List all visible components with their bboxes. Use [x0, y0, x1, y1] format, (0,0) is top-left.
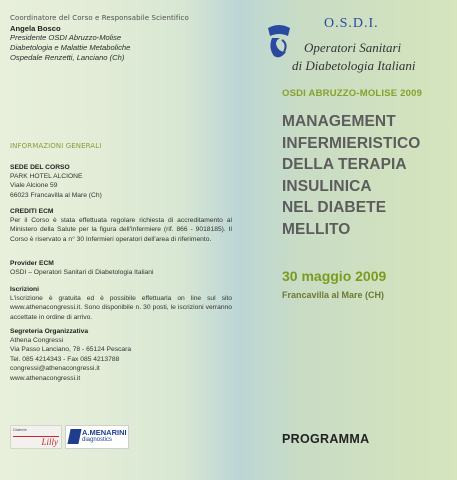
- sede-line: 66023 Francavilla al Mare (Ch): [10, 191, 102, 199]
- crediti-text: Per il Corso è stata effettuata regolare richiesta di accreditamento al Ministero della Salute per la figura dell'Infermiere (rif. 866 - 9018185). Il Corso è riservato a n° 30 Infermieri operatori dell'area di riferimento.: [10, 217, 232, 243]
- programma-label: PROGRAMMA: [282, 432, 370, 446]
- title-line: MANAGEMENT: [282, 113, 396, 130]
- provider-text: OSDI – Operatori Sanitari di Diabetologia Italiani: [10, 269, 154, 276]
- segreteria-line: Via Passo Lanciano, 78 - 65124 Pescara: [10, 346, 132, 354]
- iscrizioni-text: L'iscrizione è gratuita ed è possibile effettuarla on line sul sito www.athenacongressi.it. Sono disponibile n. 30 posti, le iscrizioni verranno accettate in ordine di arrivo.: [10, 295, 232, 321]
- segreteria-website: www.athenacongressi.it: [10, 374, 81, 382]
- osdi-emblem-icon: [264, 22, 294, 62]
- coordinator-title: Coordinatore del Corso e Responsabile Scientifico: [10, 14, 189, 22]
- provider-heading: Provider ECM: [10, 260, 54, 267]
- title-line: NEL DIABETE MELLITO: [282, 199, 387, 238]
- coordinator-name: Angela Bosco: [10, 24, 61, 33]
- sede-block: [10, 163, 232, 200]
- info-title: INFORMAZIONI GENERALI: [10, 142, 102, 150]
- segreteria-line: Athena Congressi: [10, 337, 64, 344]
- coordinator-line: Presidente OSDI Abruzzo-Molise: [10, 33, 122, 42]
- segreteria-line: Tel. 085 4214343 - Fax 085 4213788: [10, 355, 120, 363]
- menarini-logo: [65, 425, 129, 449]
- segreteria-email: congressi@athenacongressi.it: [10, 365, 100, 373]
- menarini-brand: A.MENARINI: [82, 428, 127, 437]
- segreteria-heading: Segreteria Organizzativa: [10, 328, 89, 335]
- title-line: DELLA TERAPIA: [282, 156, 407, 173]
- coordinator-line: Diabetologia e Malattie Metaboliche: [10, 43, 131, 52]
- lilly-top-text: Diabete: [13, 427, 27, 432]
- crediti-block: [10, 207, 232, 244]
- iscrizioni-block: [10, 285, 232, 322]
- osdi-name: O.S.D.I.: [324, 16, 379, 31]
- title-line: INSULINICA: [282, 177, 372, 195]
- sede-heading: SEDE DEL CORSO: [10, 164, 70, 171]
- crediti-heading: CREDITI ECM: [10, 208, 54, 215]
- region-label: OSDI ABRUZZO-MOLISE 2009: [282, 88, 423, 99]
- lilly-brand: Lilly: [41, 437, 58, 447]
- course-title: [282, 111, 453, 240]
- osdi-logo: [264, 16, 444, 86]
- coordinator-block: [10, 14, 238, 63]
- cover-panel: [258, 0, 453, 480]
- menarini-sub: diagnostics: [82, 437, 113, 443]
- segreteria-block: [10, 327, 232, 383]
- sede-line: Viale Alcione 59: [10, 182, 58, 190]
- menarini-mark-icon: [67, 429, 81, 444]
- provider-block: [10, 259, 232, 277]
- sede-line: PARK HOTEL ALCIONE: [10, 173, 83, 180]
- event-place: Francavilla al Mare (CH): [282, 290, 385, 300]
- coordinator-line: Ospedale Renzetti, Lanciano (Ch): [10, 53, 125, 62]
- title-line: INFERMIERISTICO: [282, 134, 421, 152]
- event-date: 30 maggio 2009: [282, 268, 387, 284]
- iscrizioni-heading: Iscrizioni: [10, 286, 39, 293]
- osdi-line2: di Diabetologia Italiani: [292, 58, 416, 73]
- osdi-line1: Operatori Sanitari: [304, 40, 402, 55]
- lilly-logo: [10, 425, 62, 449]
